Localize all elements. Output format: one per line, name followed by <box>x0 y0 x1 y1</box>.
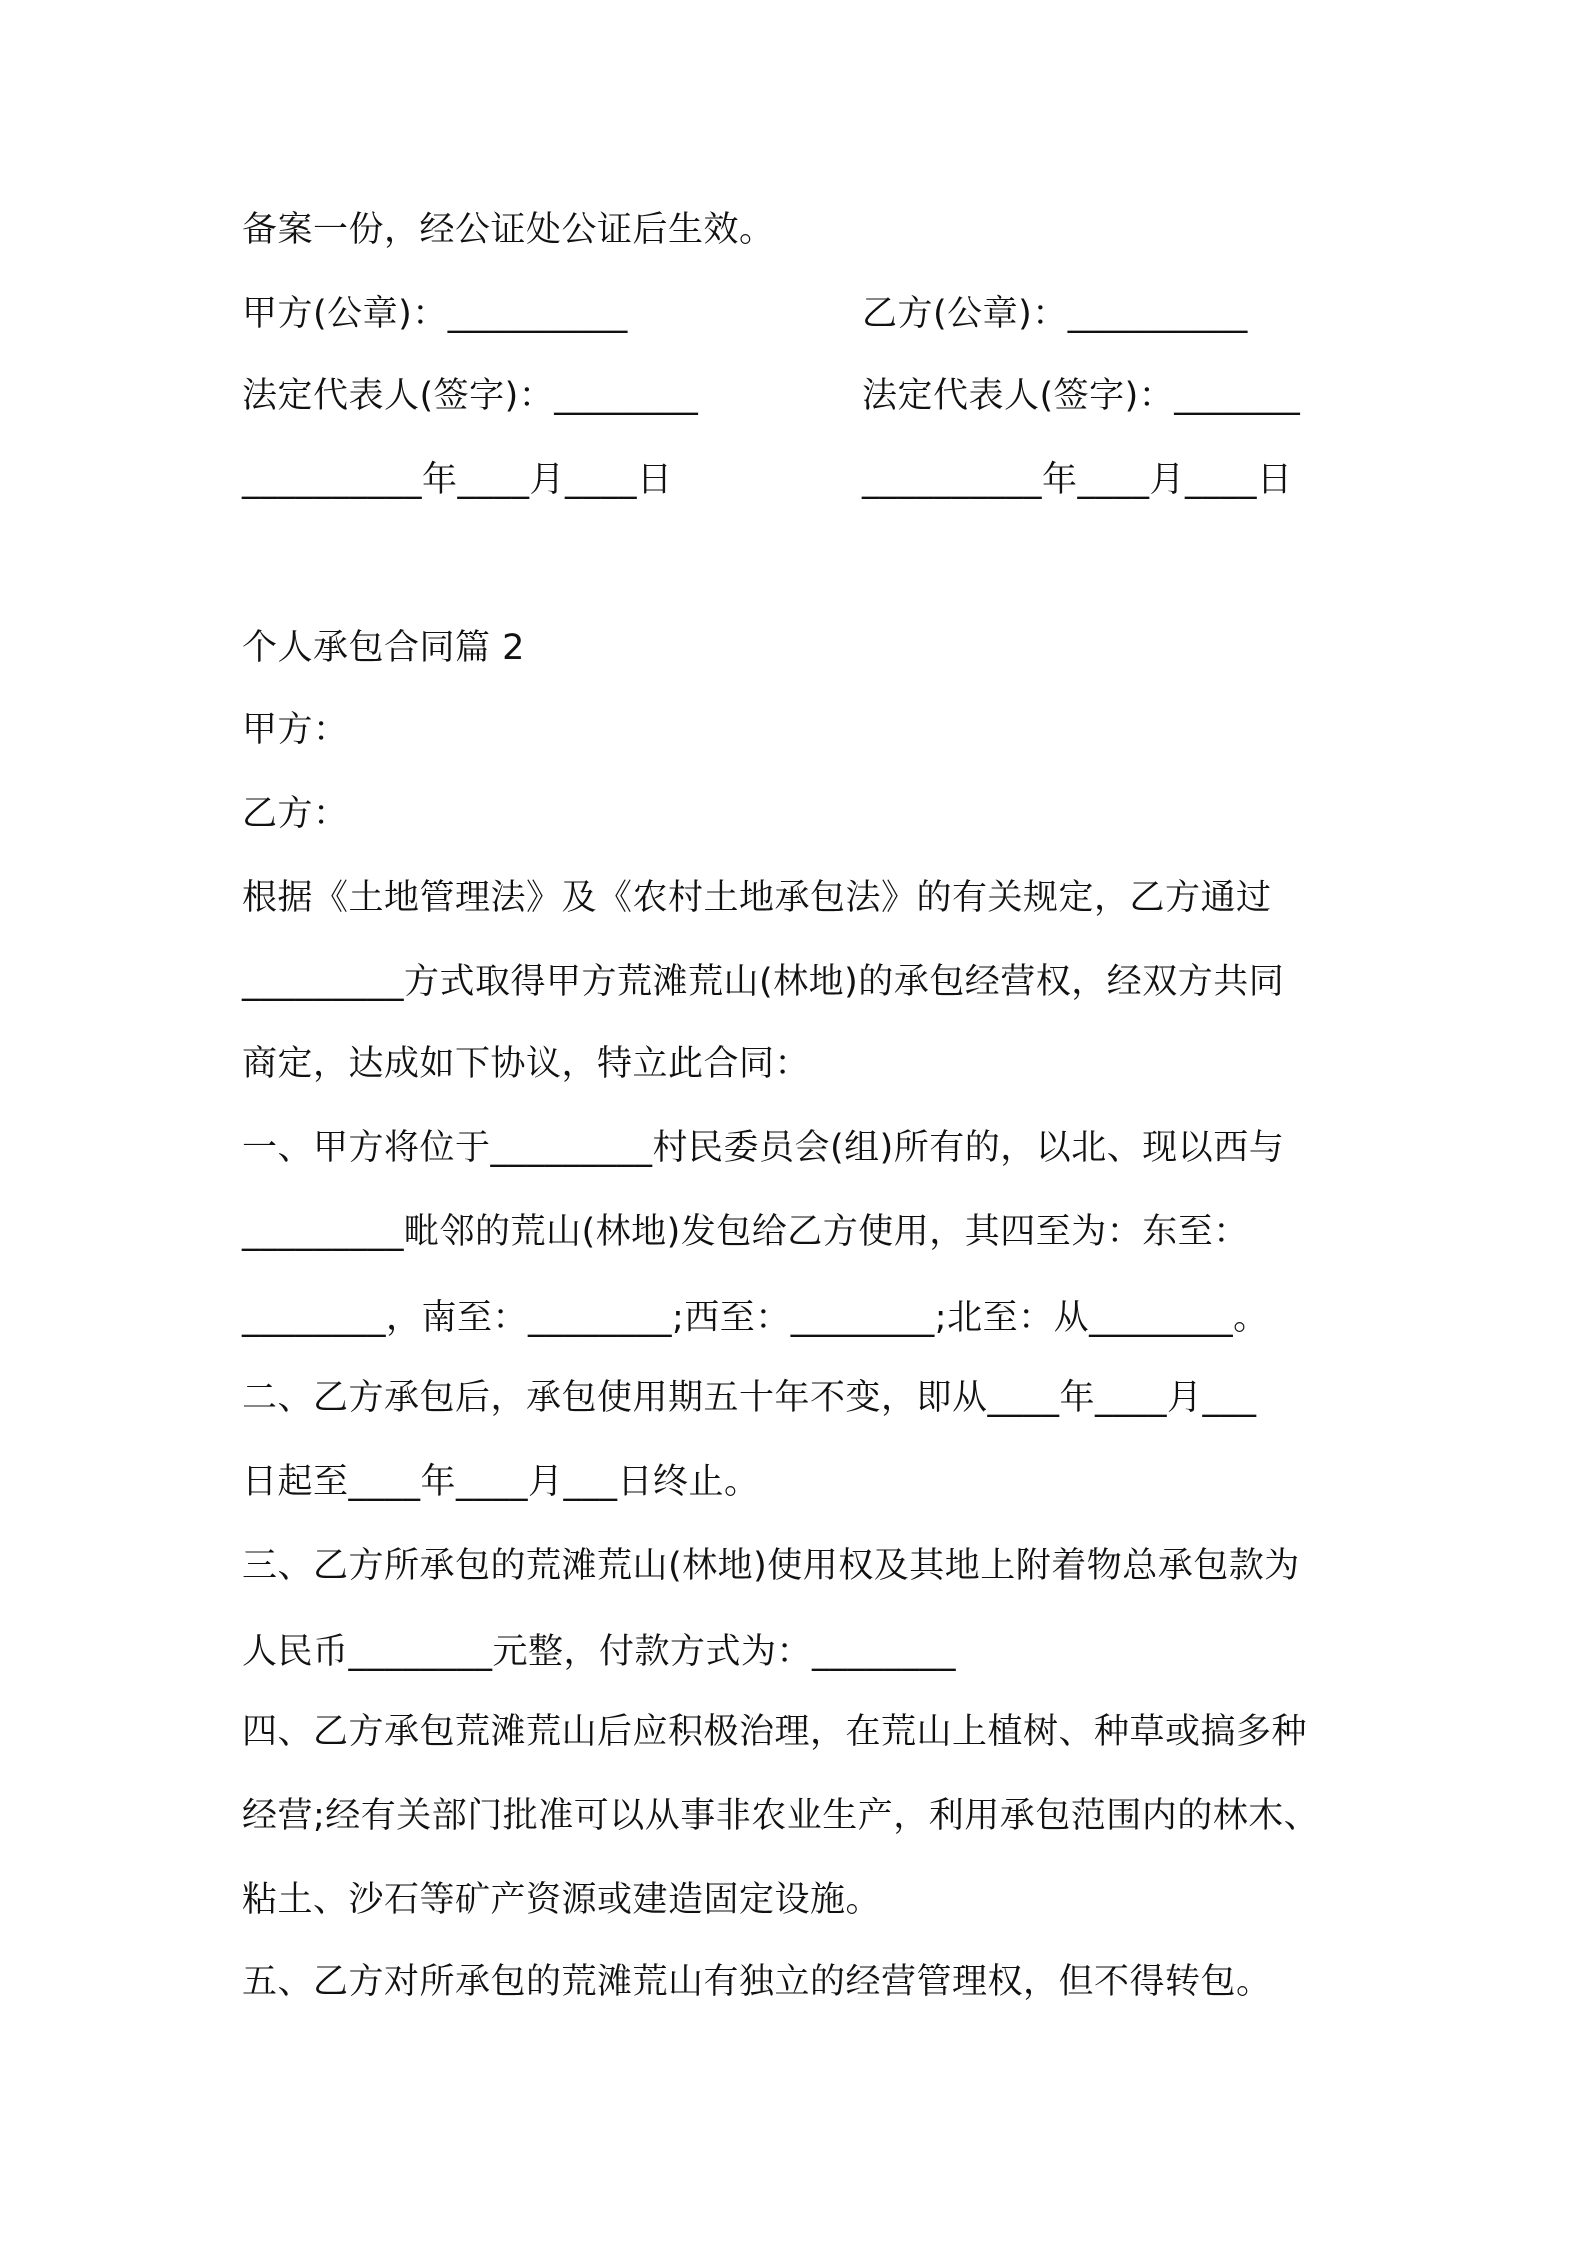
body-line: 四、乙方承包荒滩荒山后应积极治理，在荒山上植树、种草或搞多种 <box>242 1712 1308 1752</box>
party-a-representative-line: 法定代表人(签字)：________ <box>242 376 699 416</box>
party-a-date-line: __________年____月____日 <box>242 460 673 500</box>
section-party-a: 甲方： <box>242 710 349 750</box>
body-line: 一、甲方将位于_________村民委员会(组)所有的，以北、现以西与 <box>242 1128 1285 1168</box>
body-line: 三、乙方所承包的荒滩荒山(林地)使用权及其地上附着物总承包款为 <box>242 1546 1300 1586</box>
section-party-b: 乙方： <box>242 794 349 834</box>
party-b-seal-line: 乙方(公章)：__________ <box>862 294 1248 334</box>
party-b-date-line: __________年____月____日 <box>862 460 1293 500</box>
body-line: 根据《土地管理法》及《农村土地承包法》的有关规定，乙方通过 <box>242 878 1272 918</box>
body-line: 人民币________元整，付款方式为：________ <box>242 1632 957 1672</box>
party-b-representative-line: 法定代表人(签字)：_______ <box>862 376 1301 416</box>
body-line: 二、乙方承包后，承包使用期五十年不变，即从____年____月___ <box>242 1378 1257 1418</box>
body-line: 日起至____年____月___日终止。 <box>242 1462 760 1502</box>
body-line: 经营;经有关部门批准可以从事非农业生产，利用承包范围内的林木、 <box>242 1796 1320 1836</box>
body-line: 粘土、沙石等矿产资源或建造固定设施。 <box>242 1880 882 1920</box>
section-title: 个人承包合同篇 2 <box>242 628 525 668</box>
intro-line: 备案一份，经公证处公证后生效。 <box>242 210 775 250</box>
party-a-seal-line: 甲方(公章)：__________ <box>242 294 628 334</box>
body-line: 五、乙方对所承包的荒滩荒山有独立的经营管理权，但不得转包。 <box>242 1962 1272 2002</box>
body-line: 商定，达成如下协议，特立此合同： <box>242 1044 811 1084</box>
body-line: _________毗邻的荒山(林地)发包给乙方使用，其四至为：东至： <box>242 1212 1249 1252</box>
body-line: _________方式取得甲方荒滩荒山(林地)的承包经营权，经双方共同 <box>242 962 1285 1002</box>
body-line: ________，南至：________;西至：________;北至：从________。 <box>242 1298 1269 1338</box>
